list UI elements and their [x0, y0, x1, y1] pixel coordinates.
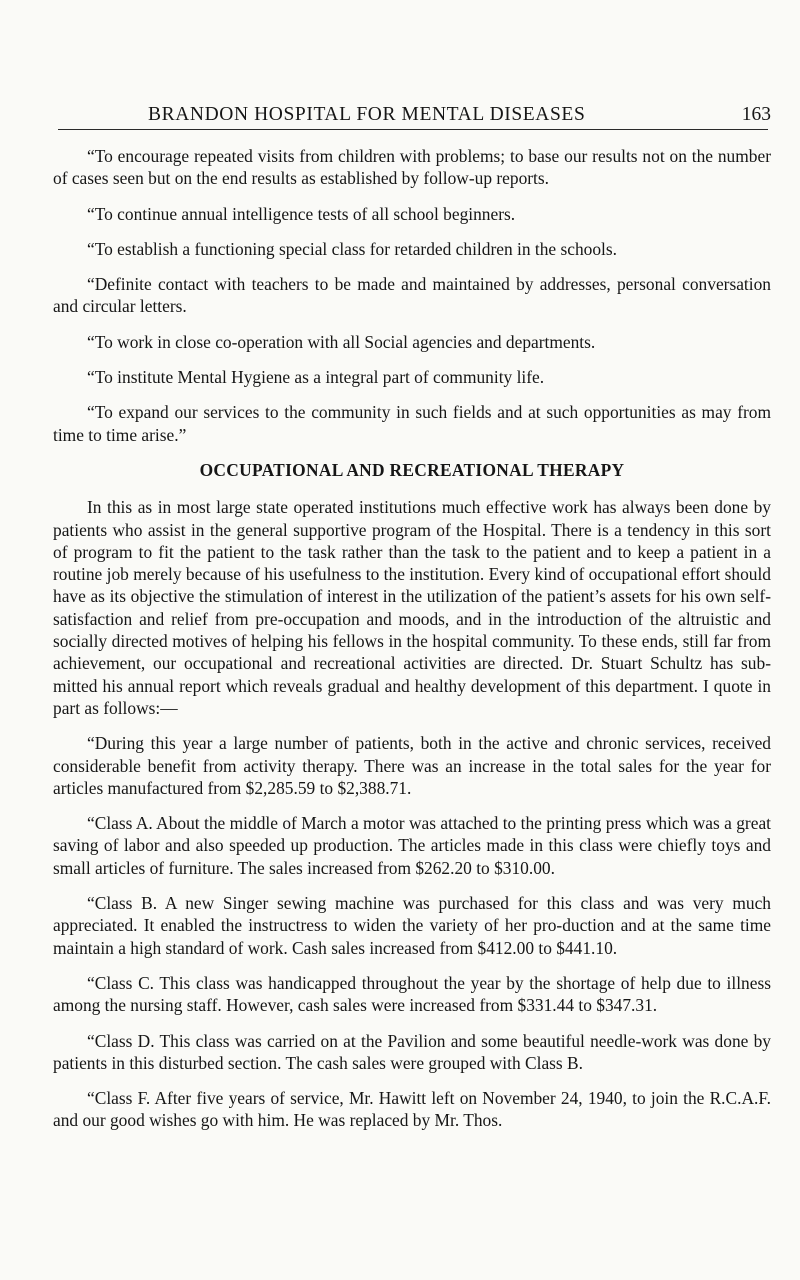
running-header [53, 104, 771, 130]
paragraph: “Class B. A new Singer sewing machine was purchased for this class and was very much appreciated. It enabled the instructress to widen the variety of her pro-duction and at the same time maintain a high standard of work. Cash sales increased from $412.00 to $441.10. [53, 893, 771, 958]
paragraph: “To expand our services to the community in such fields and at such opportunities as may from time to time arise.” [53, 402, 771, 445]
page-body [53, 145, 771, 1145]
page-number: 163 [741, 104, 771, 125]
paragraph: “To encourage repeated visits from children with problems; to base our results not on the number of cases seen but on the end results as established by follow-up reports. [53, 146, 771, 189]
paragraph: “To institute Mental Hygiene as a integral part of community life. [87, 367, 545, 388]
section-heading: OCCUPATIONAL AND RECREATIONAL THERAPY [199, 459, 625, 480]
paragraph: “Class D. This class was carried on at the Pavilion and some beautiful needle-work was done by patients in this disturbed section. The cash sales were grouped with Class B. [53, 1030, 771, 1073]
header-rule [58, 129, 768, 130]
paragraph: “During this year a large number of patients, both in the active and chronic services, received considerable benefit from activity therapy. There was an increase in the total sales for the year for articles manufactured from $2,285.59 to $2,388.71. [53, 733, 771, 798]
paragraph: “Class C. This class was handicapped throughout the year by the shortage of help due to illness among the nursing staff. However, cash sales were increased from $331.44 to $347.31. [53, 972, 771, 1016]
paragraph: In this as in most large state operated institutions much effective work has always been done by patients who assist in the general supportive program of the Hospital. There is a tendency in this sort of program to fit the patient to the task rather than the task to the patient and to keep a patient in a routine job merely because of his usefulness to the institution. Every kind of occupational effort should have as its objective the stimulation of interest in the utilization of the patient’s assets for his own self-satisfaction and relief from pre-occupation and moods, and in the introduction of the altruistic and socially directed motives of helping his fellows in the hospital community. To these ends, still far from achievement, our occupational and recreational activities are directed. Dr. Stuart Schultz has sub-mitted his annual report which reveals gradual and healthy development of this department. I quote in part as follows:— [53, 497, 771, 718]
paragraph: “Class A. About the middle of March a motor was attached to the printing press which was a great saving of labor and also speeded up production. The articles made in this class were chiefly toys and small articles of furniture. The sales increased from $262.20 to $310.00. [53, 813, 771, 878]
paragraph: “To establish a functioning special class for retarded children in the schools. [87, 238, 617, 259]
paragraph: “To work in close co-operation with all Social agencies and departments. [87, 331, 596, 352]
paragraph: “Definite contact with teachers to be made and maintained by addresses, personal conversation and circular letters. [53, 274, 771, 317]
paragraph: “To continue annual intelligence tests of all school beginners. [87, 203, 516, 224]
paragraph: “Class F. After five years of service, Mr. Hawitt left on November 24, 1940, to join the R.C.A.F. and our good wishes go with him. He was replaced by Mr. Thos. [53, 1088, 771, 1131]
running-title: BRANDON HOSPITAL FOR MENTAL DISEASES [148, 104, 586, 125]
